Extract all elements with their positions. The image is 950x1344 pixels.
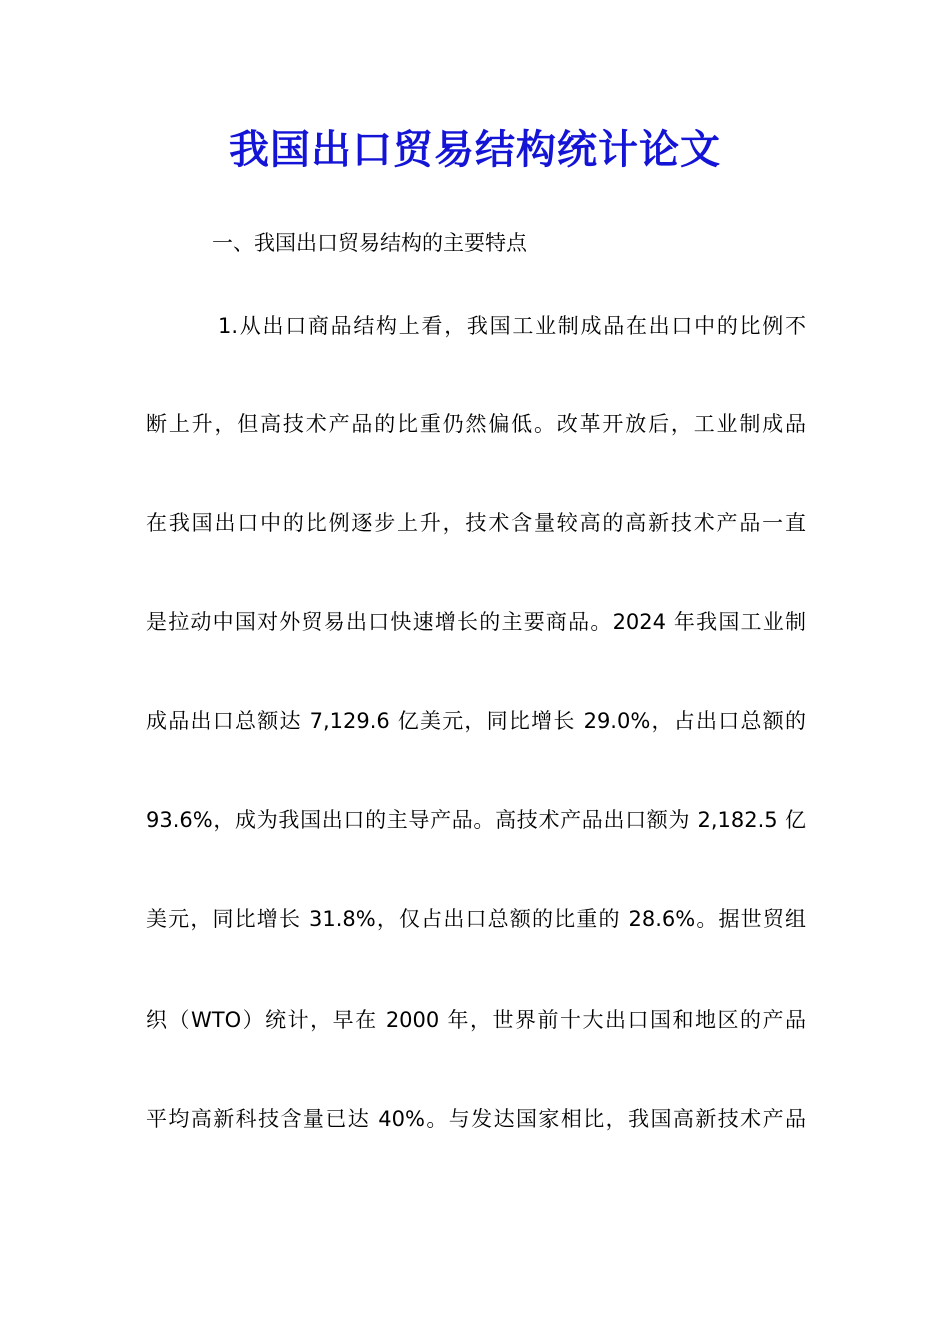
paragraph-line: 美元，同比增长 31.8%，仅占出口总额的比重的 28.6%。据世贸组	[146, 907, 806, 931]
paragraph-line: 93.6%，成为我国出口的主导产品。高技术产品出口额为 2,182.5 亿	[146, 808, 806, 832]
document-title: 我国出口贸易结构统计论文	[229, 126, 721, 173]
paragraph-line: 织（WTO）统计，早在 2000 年，世界前十大出口国和地区的产品	[146, 1008, 806, 1032]
section-heading: 一、我国出口贸易结构的主要特点	[212, 231, 527, 255]
paragraph-line: 1.从出口商品结构上看，我国工业制成品在出口中的比例不	[218, 314, 806, 338]
paragraph-line: 是拉动中国对外贸易出口快速增长的主要商品。2024 年我国工业制	[146, 610, 806, 634]
paragraph-line: 平均高新科技含量已达 40%。与发达国家相比，我国高新技术产品	[146, 1107, 806, 1131]
paragraph-line: 在我国出口中的比例逐步上升，技术含量较高的高新技术产品一直	[146, 511, 806, 535]
paragraph-line: 断上升，但高技术产品的比重仍然偏低。改革开放后，工业制成品	[146, 412, 806, 436]
paragraph-line: 成品出口总额达 7,129.6 亿美元，同比增长 29.0%，占出口总额的	[146, 709, 806, 733]
